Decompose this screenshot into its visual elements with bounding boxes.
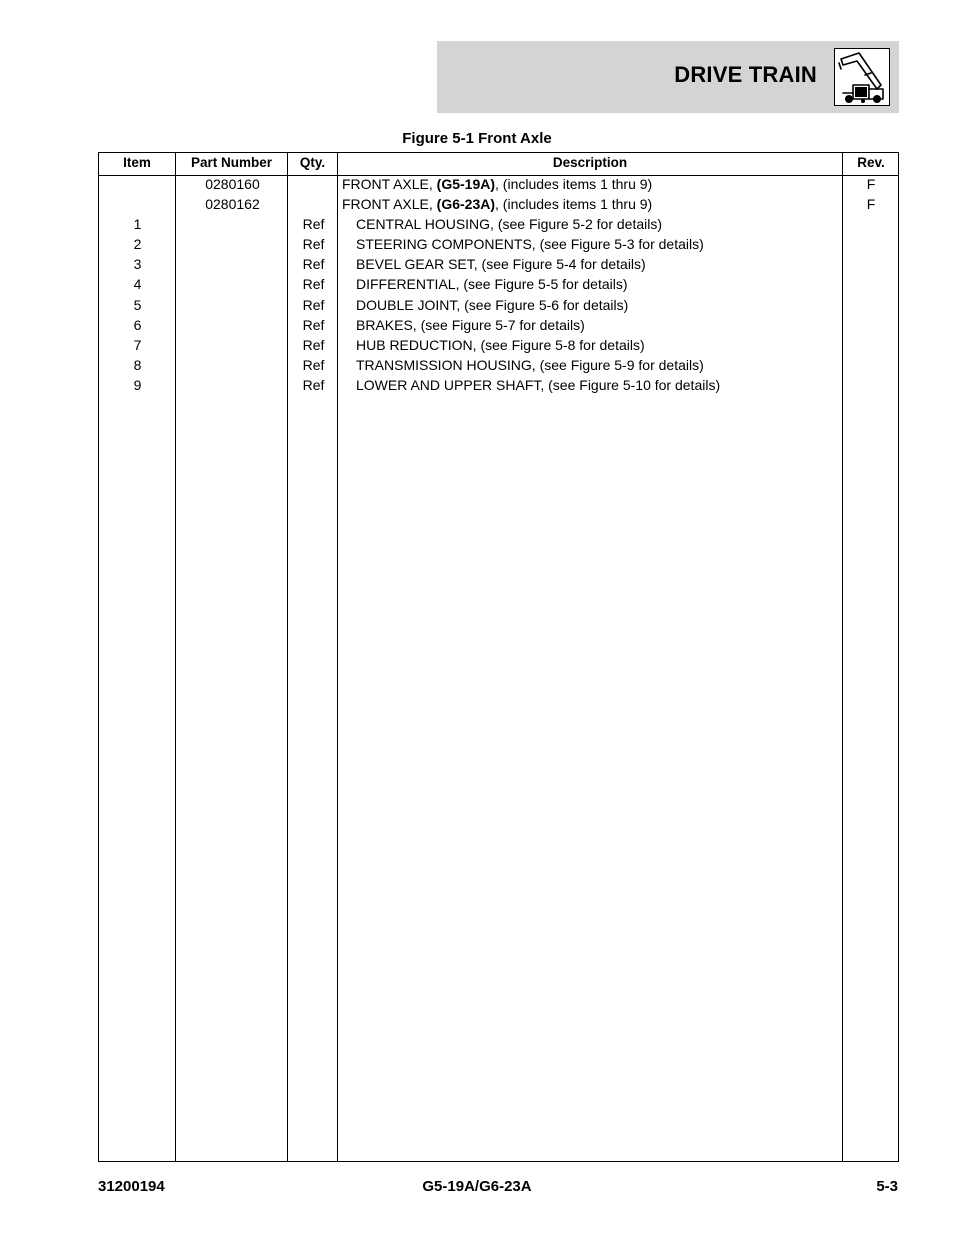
part-number-cell: 0280160 [205,176,260,192]
description-text: , (includes items 1 thru 9) [495,196,653,212]
item-cell: 5 [133,297,142,313]
description-text: , (includes items 1 thru 9) [495,176,653,192]
table-row [99,295,898,315]
header-qty: Qty. [299,155,326,170]
description-text: FRONT AXLE, [342,176,437,192]
item-cell: 4 [133,276,142,292]
section-header [437,41,899,113]
description-cell: LOWER AND UPPER SHAFT, (see Figure 5-10 for details) [356,377,721,393]
description-cell: TRANSMISSION HOUSING, (see Figure 5-9 for details) [356,357,704,373]
header-rev: Rev. [857,155,885,170]
header-item: Item [123,155,151,170]
description-cell: BRAKES, (see Figure 5-7 for details) [356,317,585,333]
qty-cell: Ref [302,317,325,333]
description-cell [342,174,652,194]
model-code: (G5-19A) [436,176,496,192]
table-row [99,335,898,355]
section-title: DRIVE TRAIN [674,62,817,87]
rev-cell: F [866,176,876,192]
description-cell: DOUBLE JOINT, (see Figure 5-6 for details) [356,297,629,313]
qty-cell: Ref [302,337,325,353]
table-row [99,355,898,375]
item-cell: 2 [133,236,142,252]
table-row [99,375,898,395]
table-row [99,274,898,294]
telehandler-machine-icon [834,48,890,106]
item-cell: 7 [133,337,142,353]
qty-cell: Ref [302,236,325,252]
qty-cell: Ref [302,216,325,232]
parts-table [98,152,899,1162]
qty-cell: Ref [302,256,325,272]
table-row [99,254,898,274]
header-description: Description [552,155,628,170]
figure-title: Figure 5-1 Front Axle [402,130,552,147]
item-cell: 1 [133,216,142,232]
table-row [99,214,898,234]
description-cell: HUB REDUCTION, (see Figure 5-8 for details) [356,337,645,353]
item-cell: 9 [133,377,142,393]
model-number: G5-19A/G6-23A [422,1178,532,1195]
qty-cell: Ref [302,276,325,292]
description-cell [342,194,652,214]
item-cell: 6 [133,317,142,333]
doc-number: 31200194 [98,1178,165,1195]
part-number-cell: 0280162 [205,196,260,212]
qty-cell: Ref [302,357,325,373]
item-cell: 3 [133,256,142,272]
description-cell: BEVEL GEAR SET, (see Figure 5-4 for details) [356,256,646,272]
table-row [99,315,898,335]
description-text: FRONT AXLE, [342,196,437,212]
qty-cell: Ref [302,377,325,393]
header-part-number: Part Number [190,155,273,170]
rev-cell: F [866,196,876,212]
table-row [99,234,898,254]
model-code: (G6-23A) [436,196,496,212]
description-cell: STEERING COMPONENTS, (see Figure 5-3 for details) [356,236,704,252]
description-cell: DIFFERENTIAL, (see Figure 5-5 for details) [356,276,628,292]
item-cell: 8 [133,357,142,373]
table-row [99,174,898,194]
table-row [99,194,898,214]
qty-cell: Ref [302,297,325,313]
page-number: 5-3 [876,1178,898,1195]
description-cell: CENTRAL HOUSING, (see Figure 5-2 for details) [356,216,663,232]
